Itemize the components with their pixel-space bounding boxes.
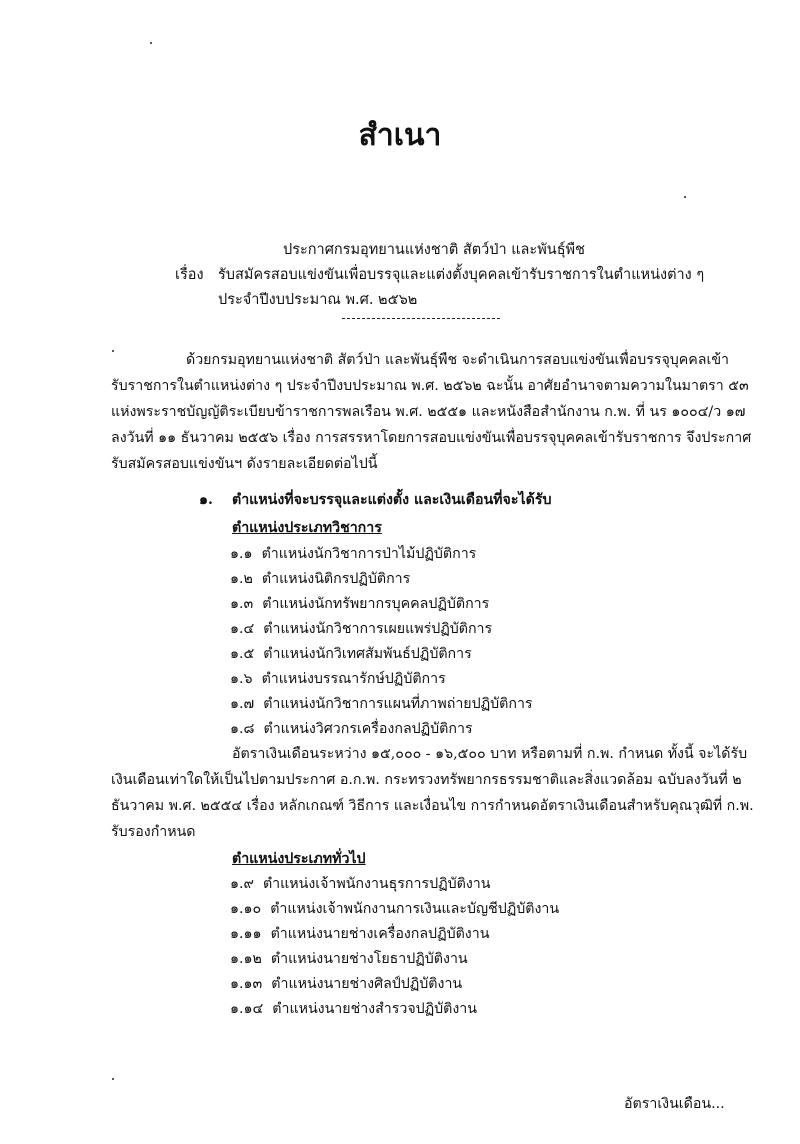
list-item: ๑.๒ ตำแหน่งนิติกรปฏิบัติการ [230,571,411,587]
list-item: ๑.๓ ตำแหน่งนักทรัพยากรบุคคลปฏิบัติการ [230,596,490,612]
scan-speck [684,196,686,198]
salary-line-1: อัตราเงินเดือนระหว่าง ๑๕,๐๐๐ - ๑๖,๕๐๐ บาท หรือตามที่ ก.พ. กำหนด ทั้งนี้ จะได้รับ [232,746,748,762]
salary-line-3: ธันวาคม พ.ศ. ๒๕๕๔ เรื่อง หลักเกณฑ์ วิธีการ และเงื่อนไข การกำหนดอัตราเงินเดือนสำหรับคุณวุฒิที่ ก.พ. [111,798,754,814]
subject-label: เรื่อง [175,267,204,283]
list-item: ๑.๑๔ ตำแหน่งนายช่างสำรวจปฏิบัติงาน [230,1001,477,1017]
list-item: ๑.๔ ตำแหน่งนักวิชาการเผยแพร่ปฏิบัติการ [230,621,493,637]
list-item: ๑.๑๐ ตำแหน่งเจ้าพนักงานการเงินและบัญชีปฏิบัติงาน [230,901,560,917]
intro-line-3: แห่งพระราชบัญญัติระเบียบข้าราชการพลเรือน พ.ศ. ๒๕๕๑ และหนังสือสำนักงาน ก.พ. ที่ นร ๑๐๐๔/ว ๑๗ [111,404,746,420]
agency-line: ประกาศกรมอุทยานแห่งชาติ สัตว์ป่า และพันธุ์พืช [283,242,585,258]
list-item: ๑.๖ ตำแหน่งบรรณารักษ์ปฏิบัติการ [230,671,446,687]
list-item: ๑.๑๓ ตำแหน่งนายช่างศิลป์ปฏิบัติงาน [230,976,463,992]
subject-line-1: รับสมัครสอบแข่งขันเพื่อบรรจุและแต่งตั้งบุคคลเข้ารับราชการในตำแหน่งต่าง ๆ [218,267,705,283]
academic-category-heading: ตำแหน่งประเภทวิชาการ [232,520,382,536]
intro-line-1: ด้วยกรมอุทยานแห่งชาติ สัตว์ป่า และพันธุ์พืช จะดำเนินการสอบแข่งขันเพื่อบรรจุบุคคลเข้า [186,352,729,368]
general-category-heading: ตำแหน่งประเภททั่วไป [232,851,366,867]
intro-line-5: รับสมัครสอบแข่งขันฯ ดังรายละเอียดต่อไปนี้ [111,456,378,472]
scan-speck [112,350,114,352]
scan-speck [150,42,152,44]
list-item: ๑.๑ ตำแหน่งนักวิชาการป่าไม้ปฏิบัติการ [230,546,477,562]
salary-line-4: รับรองกำหนด [111,824,196,840]
list-item: ๑.๘ ตำแหน่งวิศวกรเครื่องกลปฏิบัติการ [230,721,473,737]
header-divider [342,318,500,319]
list-item: ๑.๙ ตำแหน่งเจ้าพนักงานธุรการปฏิบัติงาน [230,876,491,892]
list-item: ๑.๑๑ ตำแหน่งนายช่างเครื่องกลปฏิบัติงาน [230,926,490,942]
continuation-text: อัตราเงินเดือน... [624,1096,725,1112]
document-stamp-title: สำเนา [358,118,442,153]
intro-line-2: รับราชการในตำแหน่งต่าง ๆ ประจำปีงบประมาณ พ.ศ. ๒๕๖๒ ฉะนั้น อาศัยอำนาจตามความในมาตรา ๕๓ [111,378,749,394]
intro-line-4: ลงวันที่ ๑๑ ธันวาคม ๒๕๕๖ เรื่อง การสรรหาโดยการสอบแข่งขันเพื่อบรรจุบุคคลเข้ารับราชการ จึงประกาศ [111,430,752,446]
section-1-number: ๑. [199,492,213,508]
list-item: ๑.๗ ตำแหน่งนักวิชาการแผนที่ภาพถ่ายปฏิบัติการ [230,696,533,712]
scan-speck [112,1078,114,1080]
salary-line-2: เงินเดือนเท่าใดให้เป็นไปตามประกาศ อ.ก.พ. กระทรวงทรัพยากรธรรมชาติและสิ่งแวดล้อม ฉบับลงวันที่ ๒ [111,772,742,788]
section-1-heading: ตำแหน่งที่จะบรรจุและแต่งตั้ง และเงินเดือนที่จะได้รับ [232,492,552,508]
subject-line-2: ประจำปีงบประมาณ พ.ศ. ๒๕๖๒ [218,292,418,308]
list-item: ๑.๕ ตำแหน่งนักวิเทศสัมพันธ์ปฏิบัติการ [230,646,472,662]
list-item: ๑.๑๒ ตำแหน่งนายช่างโยธาปฏิบัติงาน [230,951,468,967]
